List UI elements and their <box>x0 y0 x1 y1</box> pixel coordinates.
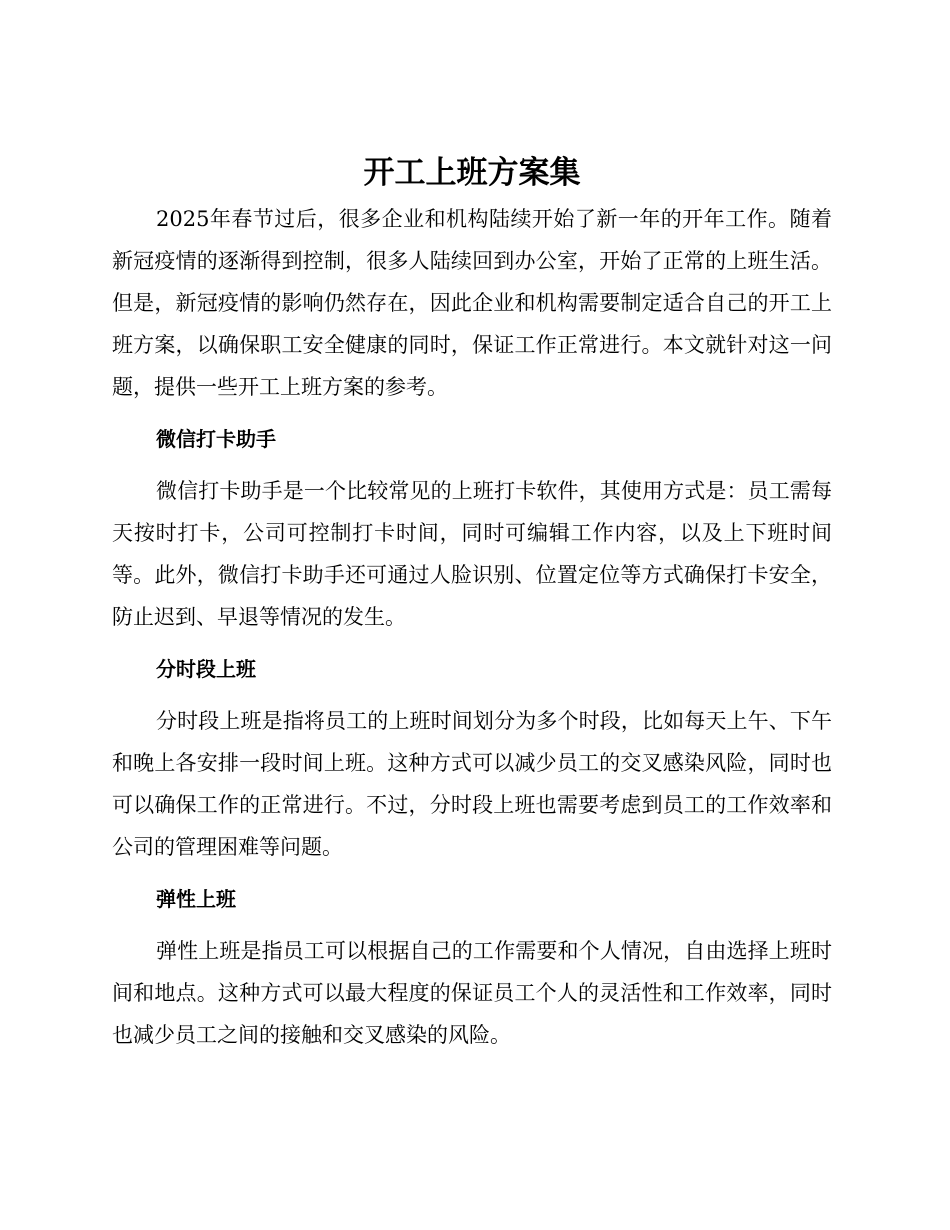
section-heading-flexible-work: 弹性上班 <box>156 887 236 911</box>
section-body-flexible-work: 弹性上班是指员工可以根据自己的工作需要和个人情况，自由选择上班时间和地点。这种方式可以最大程度的保证员工个人的灵活性和工作效率，同时也减少员工之间的接触和交叉感染的风险。 <box>112 939 832 1047</box>
section-heading-wechat-clockin: 微信打卡助手 <box>156 427 276 451</box>
document-title: 开工上班方案集 <box>363 155 581 191</box>
section-body-wechat-clockin: 微信打卡助手是一个比较常见的上班打卡软件，其使用方式是：员工需每天按时打卡，公司可控制打卡时间，同时可编辑工作内容，以及上下班时间等。此外，微信打卡助手还可通过人脸识别、位置定位等方式确保打卡安全，防止迟到、早退等情况的发生。 <box>112 479 832 629</box>
intro-paragraph: 2025年春节过后，很多企业和机构陆续开始了新一年的开年工作。随着新冠疫情的逐渐得到控制，很多人陆续回到办公室，开始了正常的上班生活。但是，新冠疫情的影响仍然存在，因此企业和机构需要制定适合自己的开工上班方案，以确保职工安全健康的同时，保证工作正常进行。本文就针对这一问题，提供一些开工上班方案的参考。 <box>112 207 832 399</box>
section-body-staggered-shifts: 分时段上班是指将员工的上班时间划分为多个时段，比如每天上午、下午和晚上各安排一段时间上班。这种方式可以减少员工的交叉感染风险，同时也可以确保工作的正常进行。不过，分时段上班也需要考虑到员工的工作效率和公司的管理困难等问题。 <box>112 709 832 859</box>
section-heading-staggered-shifts: 分时段上班 <box>156 657 256 681</box>
